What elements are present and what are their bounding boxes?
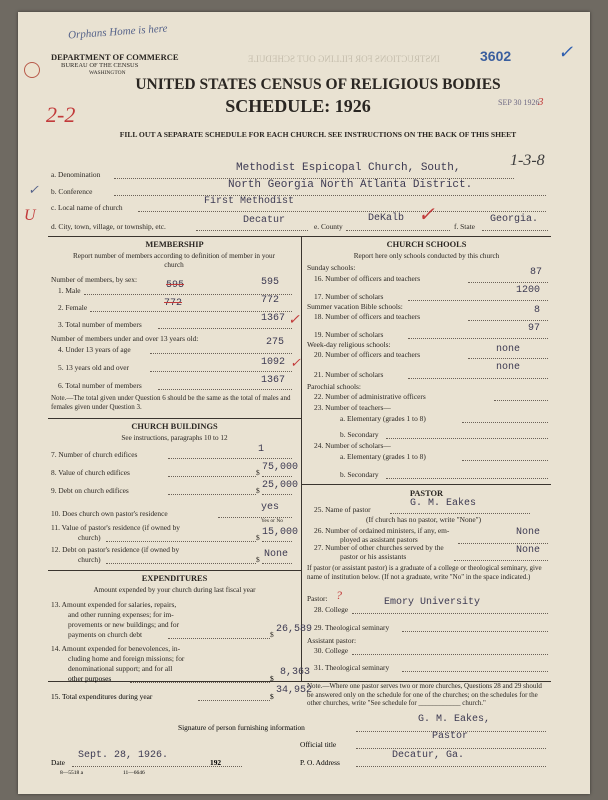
date-value: Sept. 28, 1926. (78, 750, 169, 761)
q28-value: Emory University (384, 597, 481, 608)
q23b-label: b. Secondary (340, 430, 379, 439)
expenditures-heading: EXPENDITURES (141, 574, 208, 583)
q13-dollar: $ (270, 630, 274, 639)
q27-value: None (516, 545, 541, 556)
q9-value: 25,000 (262, 480, 299, 491)
q6-total-value: 1367 (261, 375, 286, 386)
q3-check: ✓ (288, 313, 300, 328)
schools-heading: CHURCH SCHOOLS (386, 240, 467, 249)
official-title-value: Pastor (432, 731, 469, 742)
q7-edifices-value: 1 (258, 444, 265, 455)
county-label: e. County (314, 222, 343, 231)
summer-schools-heading: Summer vacation Bible schools: (307, 302, 403, 311)
q14-dollar: $ (270, 674, 274, 683)
q3-total-label: 3. Total number of members (58, 320, 142, 329)
q13-line3: provements or new buildings; and for (68, 620, 180, 629)
classification-code: 1-3-8 (510, 152, 545, 169)
q8-dollar: $ (256, 468, 260, 477)
q19-label: 19. Number of scholars (314, 330, 384, 339)
q4-under13-value: 275 (266, 337, 285, 348)
top-left-mark: 2-2 (46, 102, 76, 127)
signature-value: G. M. Eakes, (418, 714, 491, 725)
parochial-heading: Parochial schools: (307, 382, 361, 391)
q25-label: 25. Name of pastor (314, 505, 371, 514)
q24a-label: a. Elementary (grades 1 to 8) (340, 452, 426, 461)
buildings-subheading: See instructions, paragraphs 10 to 12 (121, 434, 228, 442)
b-row-check: ✓ (28, 182, 39, 197)
q10-residence-label: 10. Does church own pastor's residence (51, 509, 168, 518)
q19-value: 97 (528, 323, 541, 334)
expenditures-subheading: Amount expended by your church during last fiscal year (93, 586, 256, 594)
city-value: Decatur (243, 215, 286, 226)
q5-over13-value: 1092 (261, 357, 286, 368)
q20-value: none (496, 344, 521, 355)
q27-line1: 27. Number of other churches served by the (314, 543, 444, 552)
county-value: DeKalb (368, 213, 405, 224)
q26-line1: 26. Number of ordained ministers, if any, em- (314, 526, 450, 535)
church-name-label: c. Local name of church (51, 203, 123, 212)
received-date-stamp: SEP 30 1926 (498, 98, 540, 107)
q22-label: 22. Number of administrative officers (314, 392, 426, 401)
denomination-value: Methodist Espicopal Church, South, (236, 162, 461, 174)
membership-subheading: Report number of members according to definition of member in your church (73, 252, 275, 269)
q17-value: 1200 (516, 285, 541, 296)
q24b-label: b. Secondary (340, 470, 379, 479)
schedule-year: SCHEDULE: 1926 (225, 96, 371, 116)
members-by-sex-heading: Number of members, by sex: (51, 275, 137, 284)
schools-subheading: Report here only schools conducted by this church (353, 252, 500, 260)
membership-note: Note.—The total given under Question 6 should be the same as the total of males and females given under Question 3. (51, 394, 291, 411)
denomination-label: a. Denomination (51, 170, 101, 179)
yes-no-hint: Yes or No (261, 518, 284, 524)
q13-value: 26,589 (276, 624, 313, 635)
q18-value: 8 (534, 305, 541, 316)
q4-under13-label: 4. Under 13 years of age (58, 345, 131, 354)
sunday-schools-heading: Sunday schools: (307, 263, 356, 272)
graduate-note: If pastor (or assistant pastor) is a graduate of a college or theological seminary, give name of institution below. (If not a graduate, write "No" in the space indicated.) (307, 564, 542, 581)
q1-male-label: 1. Male (58, 286, 81, 295)
q14-line4: other purposes (68, 674, 112, 683)
q5-check: ✓ (290, 355, 301, 370)
conference-label: b. Conference (51, 187, 93, 196)
q2-female-label: 2. Female (58, 303, 88, 312)
q13-line1: 13. Amount expended for salaries, repairs, (51, 600, 177, 609)
q11-value: 15,000 (262, 527, 299, 538)
census-schedule-page (18, 12, 590, 794)
q18-label: 18. Number of officers and teachers (314, 312, 421, 321)
q1-male-value: 595 (261, 277, 280, 288)
age-heading: Number of members under and over 13 years old: (51, 334, 199, 343)
q9-debt-label: 9. Debt on church edifices (51, 486, 129, 495)
q11-label-line1: 11. Value of pastor's residence (if owned by (51, 523, 180, 532)
pastor-heading: PASTOR (409, 489, 444, 498)
assistant-pastor-sublabel: Assistant pastor: (307, 636, 357, 645)
q26-value: None (516, 527, 541, 538)
q6-total-label: 6. Total number of members (58, 381, 142, 390)
q2-female-value: 772 (261, 295, 280, 306)
q10-residence-value: yes (261, 502, 280, 513)
q29-label: 29. Theological seminary (314, 623, 390, 632)
q14-line3: denominational support; and for all (68, 664, 173, 673)
q12-dollar: $ (256, 555, 260, 564)
form-number-b: 11—6646 (123, 770, 145, 776)
pastor-sublabel: Pastor: (307, 594, 328, 603)
membership-heading: MEMBERSHIP (145, 240, 204, 249)
instruction-line: FILL OUT A SEPARATE SCHEDULE FOR EACH CHURCH. SEE INSTRUCTIONS ON THE BACK OF THIS SHEET (119, 130, 517, 139)
bureau-city: WASHINGTON (89, 70, 126, 76)
city-label: d. City, town, village, or township, etc. (51, 222, 166, 231)
address-label: P. O. Address (300, 758, 340, 767)
q9-dollar: $ (256, 486, 260, 495)
form-number-a: 8—5518 a (60, 770, 84, 776)
q16-value: 87 (530, 267, 543, 278)
q30-label: 30. College (314, 646, 349, 655)
q24-label: 24. Number of scholars— (314, 441, 391, 450)
corner-check: ✓ (558, 42, 574, 62)
bureau-name: BUREAU OF THE CENSUS (61, 62, 139, 69)
q21-label: 21. Number of scholars (314, 370, 384, 379)
q25-note: (If church has no pastor, write "None") (366, 515, 482, 524)
q7-edifices-label: 7. Number of church edifices (51, 450, 138, 459)
q16-label: 16. Number of officers and teachers (314, 274, 421, 283)
q14-line1: 14. Amount expended for benevolences, in- (51, 644, 181, 653)
q25-value: G. M. Eakes (410, 498, 477, 509)
q2-female-struck: 772 (164, 298, 183, 309)
d-row-mark: U (24, 207, 36, 224)
q20-label: 20. Number of officers and teachers (314, 350, 421, 359)
state-label: f. State (454, 222, 475, 231)
q15-label: 15. Total expenditures during year (51, 692, 153, 701)
q28-label: 28. College (314, 605, 349, 614)
q14-value: 8,363 (280, 667, 311, 678)
dept-name: DEPARTMENT OF COMMERCE (51, 52, 179, 62)
stamp-red-mark: 3 (538, 96, 544, 108)
q27-line2: pastor or his assistants (340, 552, 407, 561)
address-value: Decatur, Ga. (392, 750, 465, 761)
q21-value: none (496, 362, 521, 373)
q8-value-label: 8. Value of church edifices (51, 468, 130, 477)
state-value: Georgia. (490, 214, 539, 225)
q15-value: 34,952 (276, 685, 313, 696)
year-prefix: 192 (210, 758, 222, 767)
q12-label-line2: church) (78, 555, 101, 564)
bleed-through-text: INSTRUCTIONS FOR FILLING OUT SCHEDULE (248, 54, 440, 64)
margin-note: Orphans Home is here (67, 22, 168, 42)
q12-label-line1: 12. Debt on pastor's residence (if owned by (51, 545, 180, 554)
q12-value: None (264, 549, 289, 560)
q23-label: 23. Number of teachers— (314, 403, 391, 412)
q11-dollar: $ (256, 533, 260, 542)
official-title-label: Official title (300, 740, 337, 749)
q23a-label: a. Elementary (grades 1 to 8) (340, 414, 426, 423)
q11-label-line2: church) (78, 533, 101, 542)
q1-male-struck: 595 (166, 280, 185, 291)
q31-label: 31. Theological seminary (314, 663, 390, 672)
q13-line4: payments on church debt (68, 630, 143, 639)
buildings-heading: CHURCH BUILDINGS (131, 422, 218, 431)
conference-value: North Georgia North Atlanta District. (228, 179, 473, 191)
form-title: UNITED STATES CENSUS OF RELIGIOUS BODIES (135, 76, 501, 93)
punch-hole (24, 62, 40, 78)
church-name-value: First Methodist (204, 196, 295, 207)
q15-dollar: $ (270, 692, 274, 701)
county-check: ✓ (418, 204, 435, 226)
q14-line2: cluding home and foreign missions; for (68, 654, 185, 663)
q17-label: 17. Number of scholars (314, 292, 384, 301)
signature-label: Signature of person furnishing information (178, 723, 305, 732)
pastor-note: Note.—Where one pastor serves two or more churches, Questions 28 and 29 should be answered only on the schedule for one of the churches; on the schedules for the other churches, write "See schedule for ____________ church." (307, 682, 542, 708)
q5-over13-label: 5. 13 years old and over (58, 363, 130, 372)
pastor-red-mark: ? (336, 588, 342, 602)
q3-total-value: 1367 (261, 313, 286, 324)
q8-value: 75,000 (262, 462, 299, 473)
date-label: Date (51, 758, 65, 767)
q26-line2: ployed as assistant pastors (340, 535, 418, 544)
schedule-number: 3602 (480, 48, 512, 64)
q13-line2: and other running expenses; for im- (68, 610, 174, 619)
weekday-schools-heading: Week-day religious schools: (307, 340, 391, 349)
